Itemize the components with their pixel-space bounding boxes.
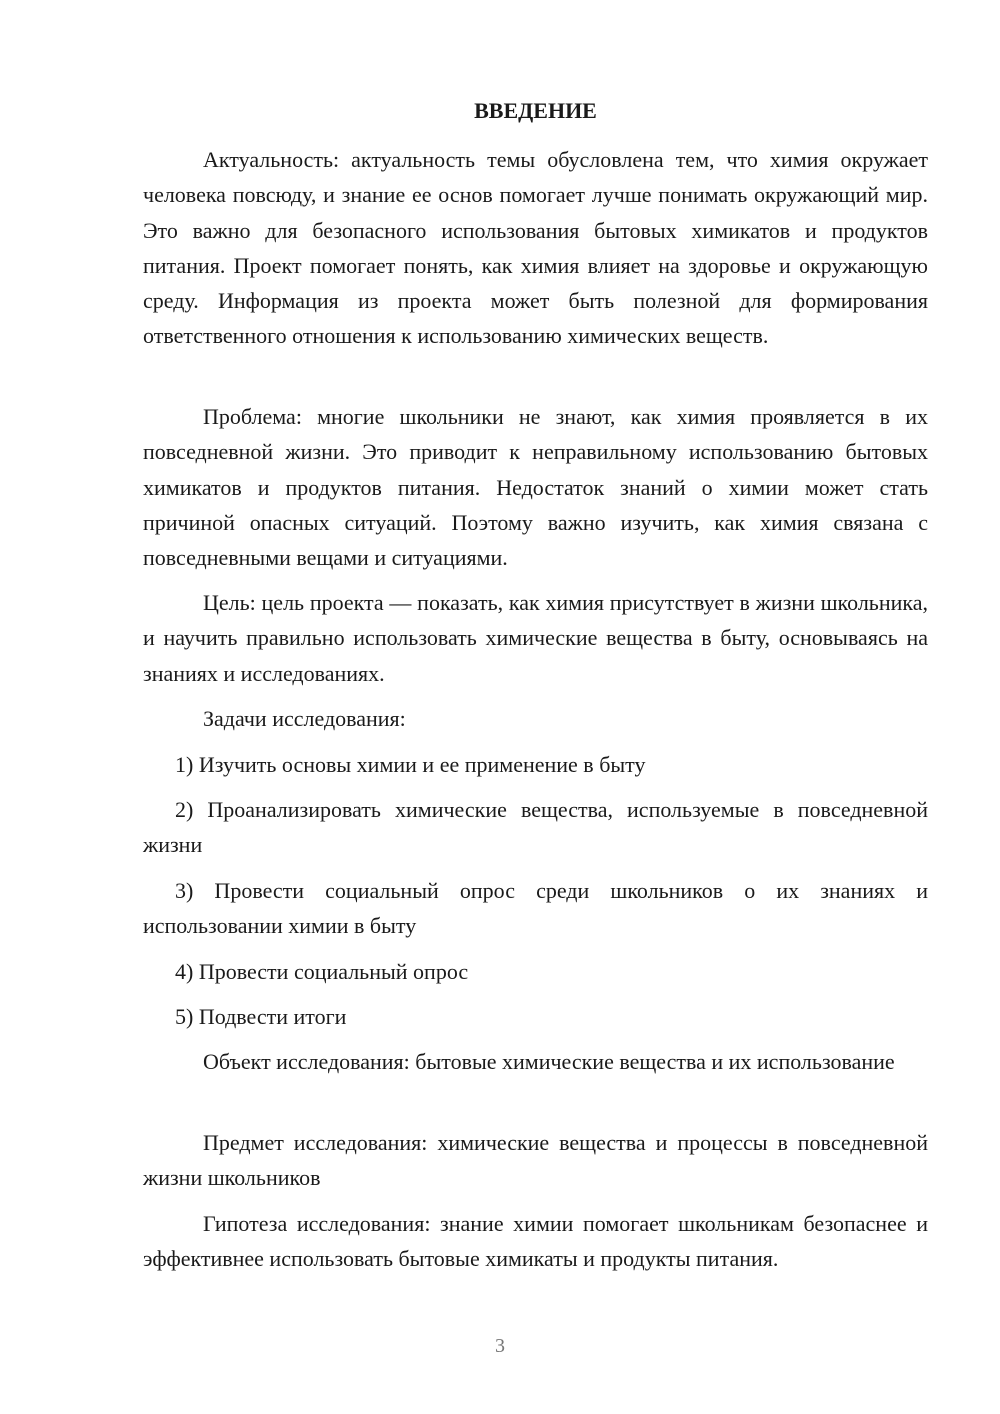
task-item-3: 3) Провести социальный опрос среди школьников о их знаниях и использовании химии в быту: [143, 878, 928, 939]
task-item-4: 4) Провести социальный опрос: [175, 959, 469, 984]
task-item-1: 1) Изучить основы химии и ее применение в быту: [175, 752, 646, 777]
paragraph-goal: Цель: цель проекта — показать, как химия присутствует в жизни школьника, и научить правильно использовать химические вещества в быту, основываясь на знаниях и исследованиях.: [143, 590, 928, 686]
paragraph-object: Объект исследования: бытовые химические вещества и их использование: [203, 1049, 895, 1074]
paragraph-subject: Предмет исследования: химические вещества и процессы в повседневной жизни школьников: [143, 1130, 928, 1191]
paragraph-problem: Проблема: многие школьники не знают, как химия проявляется в их повседневной жизни. Это приводит к неправильному использованию бытовых химикатов и продуктов питания. Недостаток знаний о химии может стать причиной опасных ситуаций. Поэтому важно изучить, как химия связана с повседневными вещами и ситуациями.: [143, 404, 928, 571]
page-number: 3: [495, 1335, 505, 1357]
paragraph-hypothesis: Гипотеза исследования: знание химии помогает школьникам безопаснее и эффективнее использовать бытовые химикаты и продукты питания.: [143, 1211, 928, 1272]
paragraph-relevance: Актуальность: актуальность темы обусловлена тем, что химия окружает человека повсюду, и знание ее основ помогает лучше понимать окружающий мир. Это важно для безопасного использования бытовых химикатов и продуктов питания. Проект помогает понять, как химия влияет на здоровье и окружающую среду. Информация из проекта может быть полезной для формирования ответственного отношения к использованию химических веществ.: [143, 147, 928, 349]
tasks-heading: Задачи исследования:: [203, 706, 406, 731]
task-item-5: 5) Подвести итоги: [175, 1004, 347, 1029]
section-heading: ВВЕДЕНИЕ: [474, 98, 597, 123]
task-item-2: 2) Проанализировать химические вещества, используемые в повседневной жизни: [143, 797, 928, 858]
